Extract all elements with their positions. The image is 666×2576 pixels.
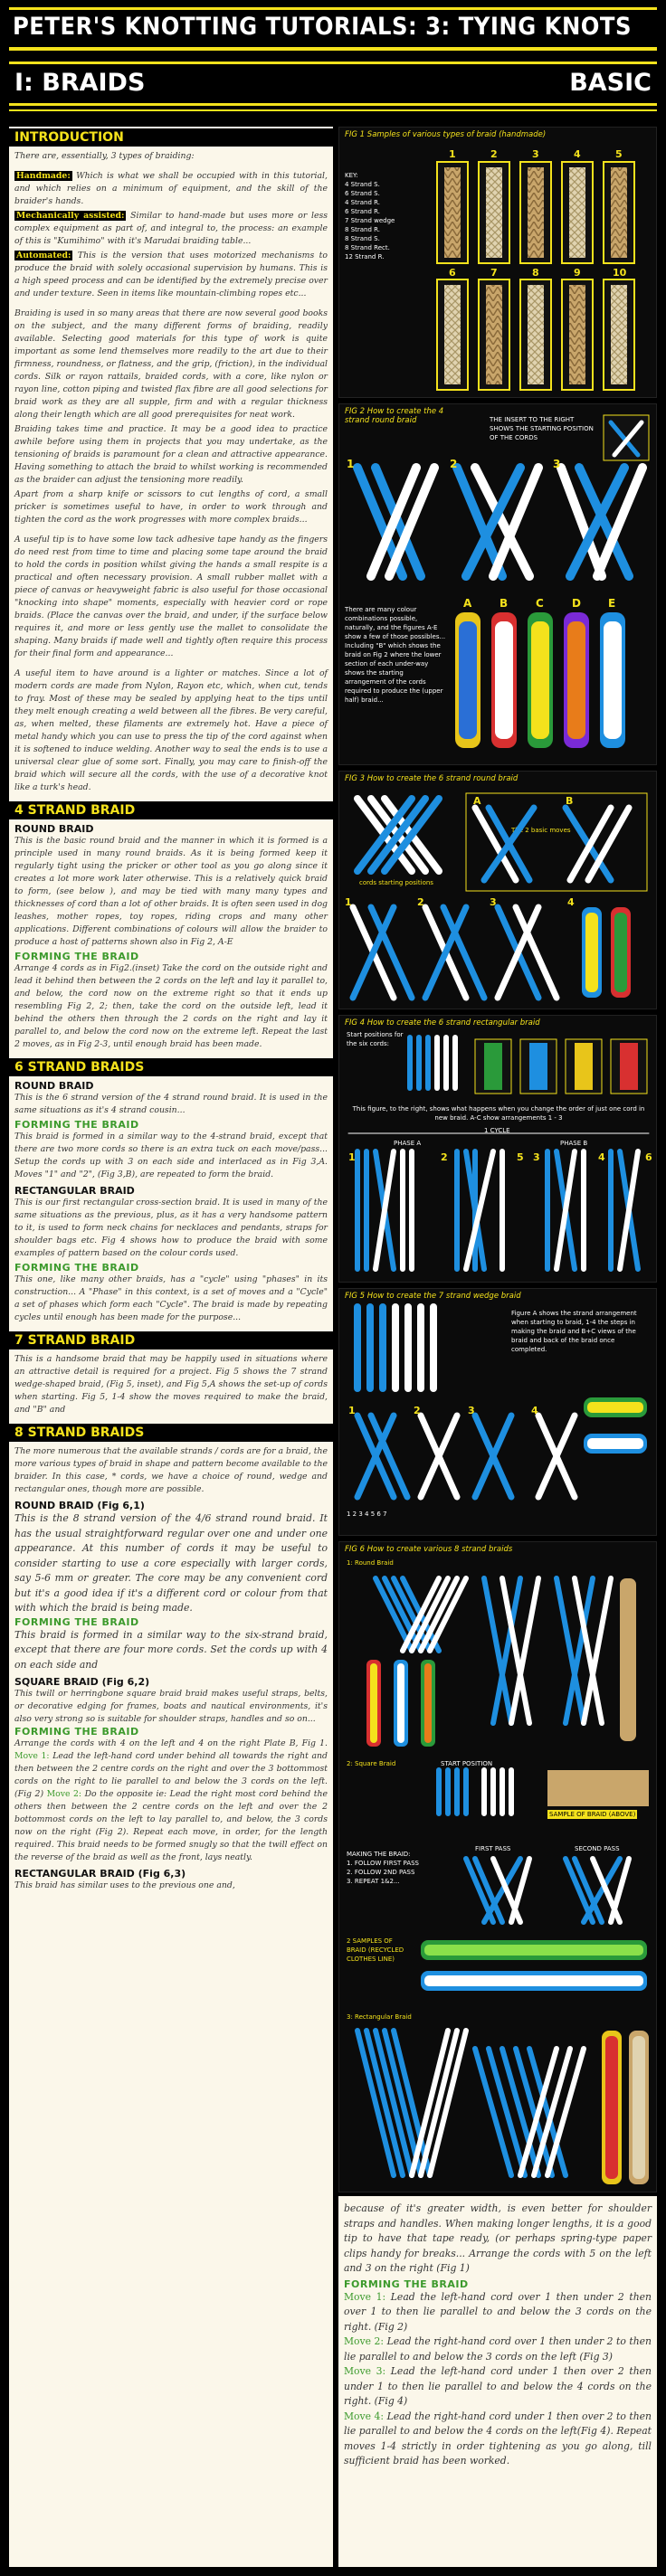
fig3-letter-b: B	[566, 795, 574, 807]
fig4-diagram	[339, 1016, 657, 1283]
cont-p1: because of it's greater width, is even better for shoulder straps and handles. When making longer lengths, it is a good tip to have that tape ready, (or perhaps spring-type paper clips handy for breaks... Arrange the cords with 5 on the left and 3 on the right (Fig 1)	[344, 2202, 652, 2274]
sample-num-6: 6	[449, 267, 456, 279]
four-strand-heading: 4 STRAND BRAID	[9, 801, 333, 819]
move1-label: Move 1:	[14, 1751, 50, 1761]
eight-p4: This twill or herringbone square braid braid makes useful straps, belts, or decorative edging for frames, boats and nautical environments, it's also very strong so is suitable for shoulder straps, handles and so on...	[14, 1689, 328, 1724]
fig5-num-2: 2	[414, 1405, 421, 1416]
fig3-num-3: 3	[490, 896, 497, 908]
eight-forming: FORMING THE BRAID	[14, 1615, 139, 1628]
sample-num-1: 1	[449, 148, 456, 160]
text-column	[9, 127, 333, 2567]
fig2-letter-a: A	[463, 597, 472, 610]
fig6-step-2: 2. FOLLOW 2ND PASS	[347, 1869, 415, 1876]
sample-num-10: 10	[613, 267, 627, 279]
intro-mech	[9, 210, 333, 248]
four-sub: ROUND BRAID	[14, 823, 94, 835]
fig4-phase-b: PHASE B	[560, 1140, 588, 1147]
page-header	[0, 0, 666, 118]
cont-move3	[338, 2364, 657, 2410]
fig4-num-1: 1	[348, 1151, 356, 1163]
fig6-square-sample	[547, 1770, 649, 1806]
fig3-steps	[353, 907, 557, 998]
key-1: 4 Strand S.	[345, 181, 380, 188]
six-sub: ROUND BRAID	[14, 1080, 94, 1092]
fig3-label-start: cords starting positions	[359, 879, 433, 886]
four-forming: FORMING THE BRAID	[14, 951, 139, 962]
cont-m2-label: Move 2:	[344, 2335, 385, 2347]
fig6-round-cords	[376, 1578, 466, 1651]
fig6-step-1: 1. FOLLOW FIRST PASS	[347, 1860, 419, 1867]
six-forming2: FORMING THE BRAID	[14, 1262, 139, 1274]
eight-p5b: Lead the left-hand cord under behind all towards the right and then between the 2 centre cords on the right and over the 3 bottommost cords on the right to lie parallel to and below the 3 cords on the left. (Fig 2)	[14, 1751, 328, 1799]
fig4-phases	[357, 1151, 638, 1269]
eight-p2: This is the 8 strand version of the 4/6 strand round braid. It has the usual straightforward regular over one and under one appearance. At this number of cords it may be useful to consider starting to use a core especially with larger cords, say 5-6 mm or greater. The core may be any convenient cord but it's a good idea if it's a different cord or colour from that with which the braid is being made.	[14, 1512, 328, 1614]
fig5-seq: 1 2 3 4 5 6 7	[347, 1511, 387, 1518]
handmade-text: Which is what we shall be occupied with in this tutorial, and which relies on a minimum of equipment, and the skill of the braider's hands.	[14, 171, 328, 206]
intro-auto	[9, 250, 333, 300]
fig2-step-num-2: 2	[450, 458, 458, 470]
sample-num-8: 8	[532, 267, 539, 279]
samples-top-row	[437, 162, 634, 263]
fig3-num-4: 4	[567, 896, 575, 908]
seven-p1: This is a handsome braid that may be happily used in situations where an attractive detail is required for a project. Fig 5 shows the 7 strand wedge-shaped braid, (Fig 5, inset), and Fig 5,A shows the set-up of cords when starting. Fig 5, 1-4 show the moves required to make the braid, and "B" and	[14, 1354, 328, 1415]
fig3-letter-a: A	[473, 795, 481, 807]
fig5-steps	[357, 1416, 575, 1497]
fig6-step-3: 3. REPEAT 1&2...	[347, 1878, 400, 1885]
handmade-label: Handmade:	[16, 171, 71, 181]
intro-p4: Apart from a sharp knife or scissors to cut lengths of cord, a small pricker is sometimes useful to have, in order to work through and tighten the cord as the work progresses with more complex braids...	[14, 489, 328, 525]
fig2-letter-d: D	[572, 597, 581, 610]
sample-num-2: 2	[490, 148, 498, 160]
eight-p3: This braid is formed in a similar way to the six-strand braid, except that there are four more cords. Set the cords up with 4 on each side and	[14, 1628, 328, 1671]
fig6-title: FIG 6 How to create various 8 strand braids	[345, 1545, 513, 1554]
key-6: 8 Strand R.	[345, 226, 380, 233]
cont-forming: FORMING THE BRAID	[344, 2278, 469, 2290]
fig3	[338, 771, 657, 1009]
fig6-round-steps	[484, 1578, 611, 1723]
six-forming: FORMING THE BRAID	[14, 1119, 139, 1131]
eight-p5	[9, 1738, 333, 1864]
fig6-diagram	[339, 1542, 657, 2192]
fig4-start: Start positions for the six cords:	[347, 1031, 404, 1047]
fig4-num-5: 5	[517, 1151, 524, 1163]
fig4	[338, 1015, 657, 1283]
fig5-diagram	[339, 1289, 657, 1536]
mech-label: Mechanically assisted:	[16, 211, 125, 221]
eight-p6: This braid has similar uses to the previous one and,	[14, 1880, 235, 1890]
six-p2: This braid is formed in a similar way to the 4-strand braid, except that there are two more cords so there is an extra tuck on each move/pass... Setup the cords up with 3 on each side and interlaced as in Fig 3,A. Moves "1" and "2", (Fig 3,B), are repeated to form the braid.	[14, 1132, 328, 1179]
intro-heading: INTRODUCTION	[9, 128, 333, 147]
fig6-square: 2: Square Braid	[347, 1760, 396, 1767]
cont-m3-label: Move 3:	[344, 2365, 386, 2377]
cont-move4	[338, 2410, 657, 2469]
fig4-num-2: 2	[441, 1151, 448, 1163]
intro-p3: Braiding takes time and practice. It may be a good idea to practice awhile before using them in projects that you may undertake, as the tensioning of braids is paramount for a clean and attractive appearance. Having something to attach the braid to whilst working is recommended as the braider can adjust the tensioning more readily.	[14, 424, 328, 485]
six-strand-heading: 6 STRAND BRAIDS	[9, 1058, 333, 1076]
four-p2: Arrange 4 cords as in Fig2.(inset) Take the cord on the outside right and lead it behind then between the 2 cords on the left and lay it parallel to, and below, the cord now on the extreme right so that it ends up resembling Fig 2, 2; then, take the cord on the outside left, lead it behind the others then through the 2 cords on the right and lay it parallel to, and below the cord now on the extreme left. Repeat the last 2 moves, as in Fig 2-3, until enough braid has been made.	[14, 963, 328, 1049]
sample-num-9: 9	[574, 267, 581, 279]
sample-num-7: 7	[490, 267, 498, 279]
mech-text: Similar to hand-made but uses more or less complex equipment as part of, and integral to, the process: an example of this is "Kumihimo" with it's Marudai braiding table...	[14, 211, 328, 246]
fig2-letter-e: E	[608, 597, 616, 610]
key-2: 6 Strand S.	[345, 190, 380, 197]
fig3-num-1: 1	[345, 896, 352, 908]
header-rule-mid	[9, 47, 657, 51]
cont-m3-text: Lead the left-hand cord under 1 then over 2 then under 1 to then lie parallel to and below the 4 cords on the right. (Fig 4)	[344, 2365, 652, 2407]
fig2-note: THE INSERT TO THE RIGHT SHOWS THE STARTING POSITION OF THE CORDS	[490, 416, 594, 441]
intro-p5: A useful tip is to have some low tack adhesive tape handy as the fingers do need rest from time to time and placing some tape around the braid to hold the cords in position whilst giving the hands a small respite is a practical and often necessary provision. A small rubber mallet with a piece of canvas or heavyweight fabric is also useful for those occasional "knocking into shape" moments, especially with heavier cord or rope braids. (Place the canvas over the braid, and under, if the surface below requires it, and more or less gently use the mallet to consolidate the shaping. Many braids if made well and tightly often require this process for their final form and appearance...	[14, 535, 328, 658]
key-3: 4 Strand R.	[345, 199, 380, 206]
eight-sub: ROUND BRAID (Fig 6,1)	[14, 1500, 145, 1511]
fig2-caption: There are many colour combinations possible, naturally, and the figures A-E show a few of those possibles... Including "B" which shows the braid on Fig 2 where the lower section of each under-way shows the starting arrangement of the cords required to produce the (upper half) braid...	[345, 606, 446, 704]
eight-p5c: Do the opposite ie: Lead the right most cord behind the others then between the 2 centre cords on the left and over the 2 bottommost cords on the left to lay parallel to, and below, the 3 cords now on the right (Fig 2). Repeat each move, in order, for the length required. This braid needs to be formed snugly so that the twill effect on the reverse of the braid as well as the front, lays neatly.	[14, 1789, 328, 1862]
fig2-title: FIG 2 How to create the 4 strand round braid	[345, 407, 444, 425]
eight-p5a: Arrange the cords with 4 on the left and 4 on the right Plate B, Fig 1.	[14, 1738, 328, 1748]
fig6-making-heading: MAKING THE BRAID:	[347, 1851, 411, 1858]
continuation-text	[338, 2196, 657, 2567]
fig6-rect: 3: Rectangular Braid	[347, 2013, 412, 2021]
fig4-num-4: 4	[598, 1151, 605, 1163]
fig1	[338, 127, 657, 398]
key-7: 8 Strand S.	[345, 235, 380, 242]
move2-label: Move 2:	[46, 1789, 82, 1799]
header-rule-top	[9, 7, 657, 10]
eight-sub2: SQUARE BRAID (Fig 6,2)	[14, 1676, 150, 1688]
fig3-num-2: 2	[417, 896, 424, 908]
fig2-letter-b: B	[500, 597, 509, 610]
cont-m2-text: Lead the right-hand cord over 1 then under 2 to then lie parallel to and below the 3 cords on the left (Fig 3)	[344, 2335, 652, 2363]
seven-strand-heading: 7 STRAND BRAID	[9, 1331, 333, 1350]
auto-text: This is the version that uses motorized mechanisms to produce the braid with solely occasional supervision by humans. This is a high speed process and can be identified by the extremely precise over and under texture. Seen in items like mountain-climbing ropes etc...	[14, 251, 328, 298]
six-p3: This is our first rectangular cross-section braid. It is used in many of the same situations as the previous, plus, as it has a very handsome pattern to it, is used to form neck chains for necklaces and pendants, straps for shoulder bags etc. Fig 4 shows how to produce the braid with some examples of pattern based on the colour cords used.	[14, 1198, 328, 1258]
cont-m4-label: Move 4:	[344, 2410, 385, 2422]
intro-p2: Braiding is used in so many areas that there are now several good books on the subject, and the many different forms of braiding, readily available. Selecting good materials for this type of work is quite important as some lend themselves more readily to the art due to their firmness, roundness, or flatness, and the grip, (friction), in the individual cords. Silk or rayon rattails, braided cords, with a core, like nylon or rayon line, cotton piping and twisted flax fibre are all good selections for braid work as they are all supple, firm and with a regular thickness along their length which are all good prerequisites for neat work.	[14, 308, 328, 420]
fig2-variants	[455, 612, 625, 748]
fig6-rect-samples	[602, 2031, 649, 2184]
fig4-cycle: 1 CYCLE	[484, 1127, 510, 1134]
fig4-phase-a: PHASE A	[394, 1140, 422, 1147]
samples-bottom-row	[437, 279, 634, 390]
fig5-samples	[584, 1397, 647, 1454]
fig6-samples2: 2 SAMPLES OF BRAID (RECYCLED CLOTHES LINE)	[347, 1937, 404, 1963]
intro-p1: There are, essentially, 3 types of braiding:	[14, 151, 195, 161]
fig5-caption: Figure A shows the strand arrangement when starting to braid, 1-4 the steps in making the braid and B+C views of the braid and back of the braid once completed.	[511, 1310, 637, 1353]
page-title: PETER'S KNOTTING TUTORIALS: 3: TYING KNOTS	[13, 13, 632, 41]
key-4: 6 Strand R.	[345, 208, 380, 215]
sample-num-4: 4	[574, 148, 581, 160]
six-p1: This is the 6 strand version of the 4 strand round braid. It is used in the same situations as it's 4 strand cousin...	[14, 1093, 328, 1115]
fig3-label-moves: The 2 basic moves	[511, 827, 571, 834]
level-label: BASIC	[569, 69, 652, 97]
cont-m4-text: Lead the right-hand cord under 1 then over 2 to then lie parallel to and below the 4 cords on the left(Fig 4). Repeat moves 1-4 strictly in order tightening as you go along, till sufficient braid has been worked.	[344, 2410, 652, 2467]
fig3-samples	[582, 907, 631, 998]
fig2-step-2	[457, 468, 538, 576]
fig6-rect-cords	[357, 2031, 584, 2175]
cont-move1	[338, 2290, 657, 2335]
eight-strand-heading: 8 STRAND BRAIDS	[9, 1424, 333, 1442]
sample-num-5: 5	[615, 148, 623, 160]
fig3-start	[357, 799, 439, 871]
key-9: 12 Strand R.	[345, 253, 385, 260]
fig6	[338, 1541, 657, 2192]
fig2-inset	[604, 415, 649, 460]
fig4-samples	[475, 1039, 647, 1094]
sample-num-3: 3	[532, 148, 539, 160]
six-sub2: RECTANGULAR BRAID	[14, 1185, 135, 1197]
four-p1: This is the basic round braid and the manner in which it is formed is a principle used in many round braids. As it is being formed keep it regularly tight using the pricker or other tool as you go along since it creates a lot more work later otherwise. This is a relatively quick braid to form, (see below ), and may be tied with many many types and thicknesses of cord than a lot of other braids. It is often seen used in dog leashes, mother ropes, toy ropes, riding crops and many other applications. Different combinations of colours will allow the braider to produce a host of patterns shown also in Fig 2, A-E	[14, 836, 328, 947]
fig2-step-num-1: 1	[347, 458, 355, 470]
fig5	[338, 1288, 657, 1536]
section-title: I: BRAIDS	[14, 69, 146, 97]
intro-p6: A useful item to have around is a lighter or matches. Since a lot of modern cords are made from Nylon, Rayon etc, which, when cut, tends to fray. Most of these may be sealed by applying heat to the tips until they melt enough creating a weld between all the fibres. Be very careful, as, when melted, these filaments are extremely hot. Have a piece of metal handy which you can use to press the tip of the cord against when it is softened to induce welding. Another way to seal the ends is to use a universal clear glue of some sort. Finally, you may care to finish-off the braid which will secure all the cords, with the use of a decorative knot like a turk's head.	[14, 668, 328, 792]
cont-m1-text: Lead the left-hand cord over 1 then under 2 then over 1 to then lie parallel to and below the 3 cords on the right. (Fig 2)	[344, 2290, 652, 2333]
fig5-num-4: 4	[531, 1405, 538, 1416]
fig3-moves	[475, 808, 629, 880]
fig5-num-3: 3	[468, 1405, 475, 1416]
fig1-samples	[339, 128, 657, 398]
fig4-num-3: 3	[533, 1151, 540, 1163]
fig2-step-num-3: 3	[553, 458, 561, 470]
cont-m1-label: Move 1:	[344, 2290, 386, 2303]
header-rule-mid2	[9, 62, 657, 64]
fig1-title: FIG 1 Samples of various types of braid (handmade)	[345, 130, 547, 139]
six-p4: This one, like many other braids, has a "cycle" using "phases" in its construction... A "Phase" in this context, is a set of moves and a "Cycle" a set of phases which form each "Cycle". The braid is made by repeating cycles until enough has been made for the purpose...	[14, 1274, 328, 1322]
fig6-second-pass: SECOND PASS	[575, 1845, 620, 1852]
fig3-title: FIG 3 How to create the 6 strand round braid	[345, 774, 519, 783]
fig3-diagram	[339, 772, 657, 1009]
fig2-letter-c: C	[536, 597, 544, 610]
fig4-title: FIG 4 How to create the 6 strand rectangular braid	[345, 1018, 540, 1028]
auto-label: Automated:	[16, 251, 71, 260]
intro-handmade	[9, 170, 333, 208]
header-rule-bottom	[9, 103, 657, 106]
fig5-title: FIG 5 How to create the 7 strand wedge braid	[345, 1292, 521, 1301]
fig4-note: This figure, to the right, shows what happens when you change the order of just one cord in new braid. A-C show arrangements 1 - 3	[352, 1105, 645, 1122]
fig4-start-cords	[410, 1037, 455, 1088]
fig2-step-3	[561, 468, 642, 576]
fig5-start	[357, 1307, 433, 1388]
eight-forming2: FORMING THE BRAID	[14, 1726, 139, 1738]
fig6-round: 1: Round Braid	[347, 1559, 394, 1567]
eight-sub3: RECTANGULAR BRAID (Fig 6,3)	[14, 1868, 186, 1880]
key-5: 7 Strand wedge	[345, 217, 395, 224]
key-heading: KEY:	[345, 172, 358, 179]
fig6-square-samples	[421, 1940, 647, 1991]
fig6-square-start	[439, 1770, 511, 1814]
fig2-diagram	[339, 404, 657, 765]
key-8: 8 Strand Rect.	[345, 244, 390, 251]
fig2	[338, 403, 657, 765]
fig6-start: START POSITION	[441, 1760, 493, 1767]
cont-move2	[338, 2334, 657, 2364]
header-rule-bottom2	[9, 109, 657, 111]
fig2-step-1	[357, 468, 434, 576]
fig4-num-6: 6	[645, 1151, 652, 1163]
eight-p1: The more numerous that the available strands / cords are for a braid, the more various types of braid in shape and pattern become available to the braider. In this case, * cords, we have a choice of round, wedge and rectangular ones, though more are possible.	[14, 1446, 328, 1494]
fig5-num-1: 1	[348, 1405, 356, 1416]
fig6-first-pass: FIRST PASS	[475, 1845, 511, 1852]
fig6-square-passes	[466, 1859, 629, 1922]
fig6-sample: SAMPLE OF BRAID (ABOVE)	[549, 1811, 636, 1818]
